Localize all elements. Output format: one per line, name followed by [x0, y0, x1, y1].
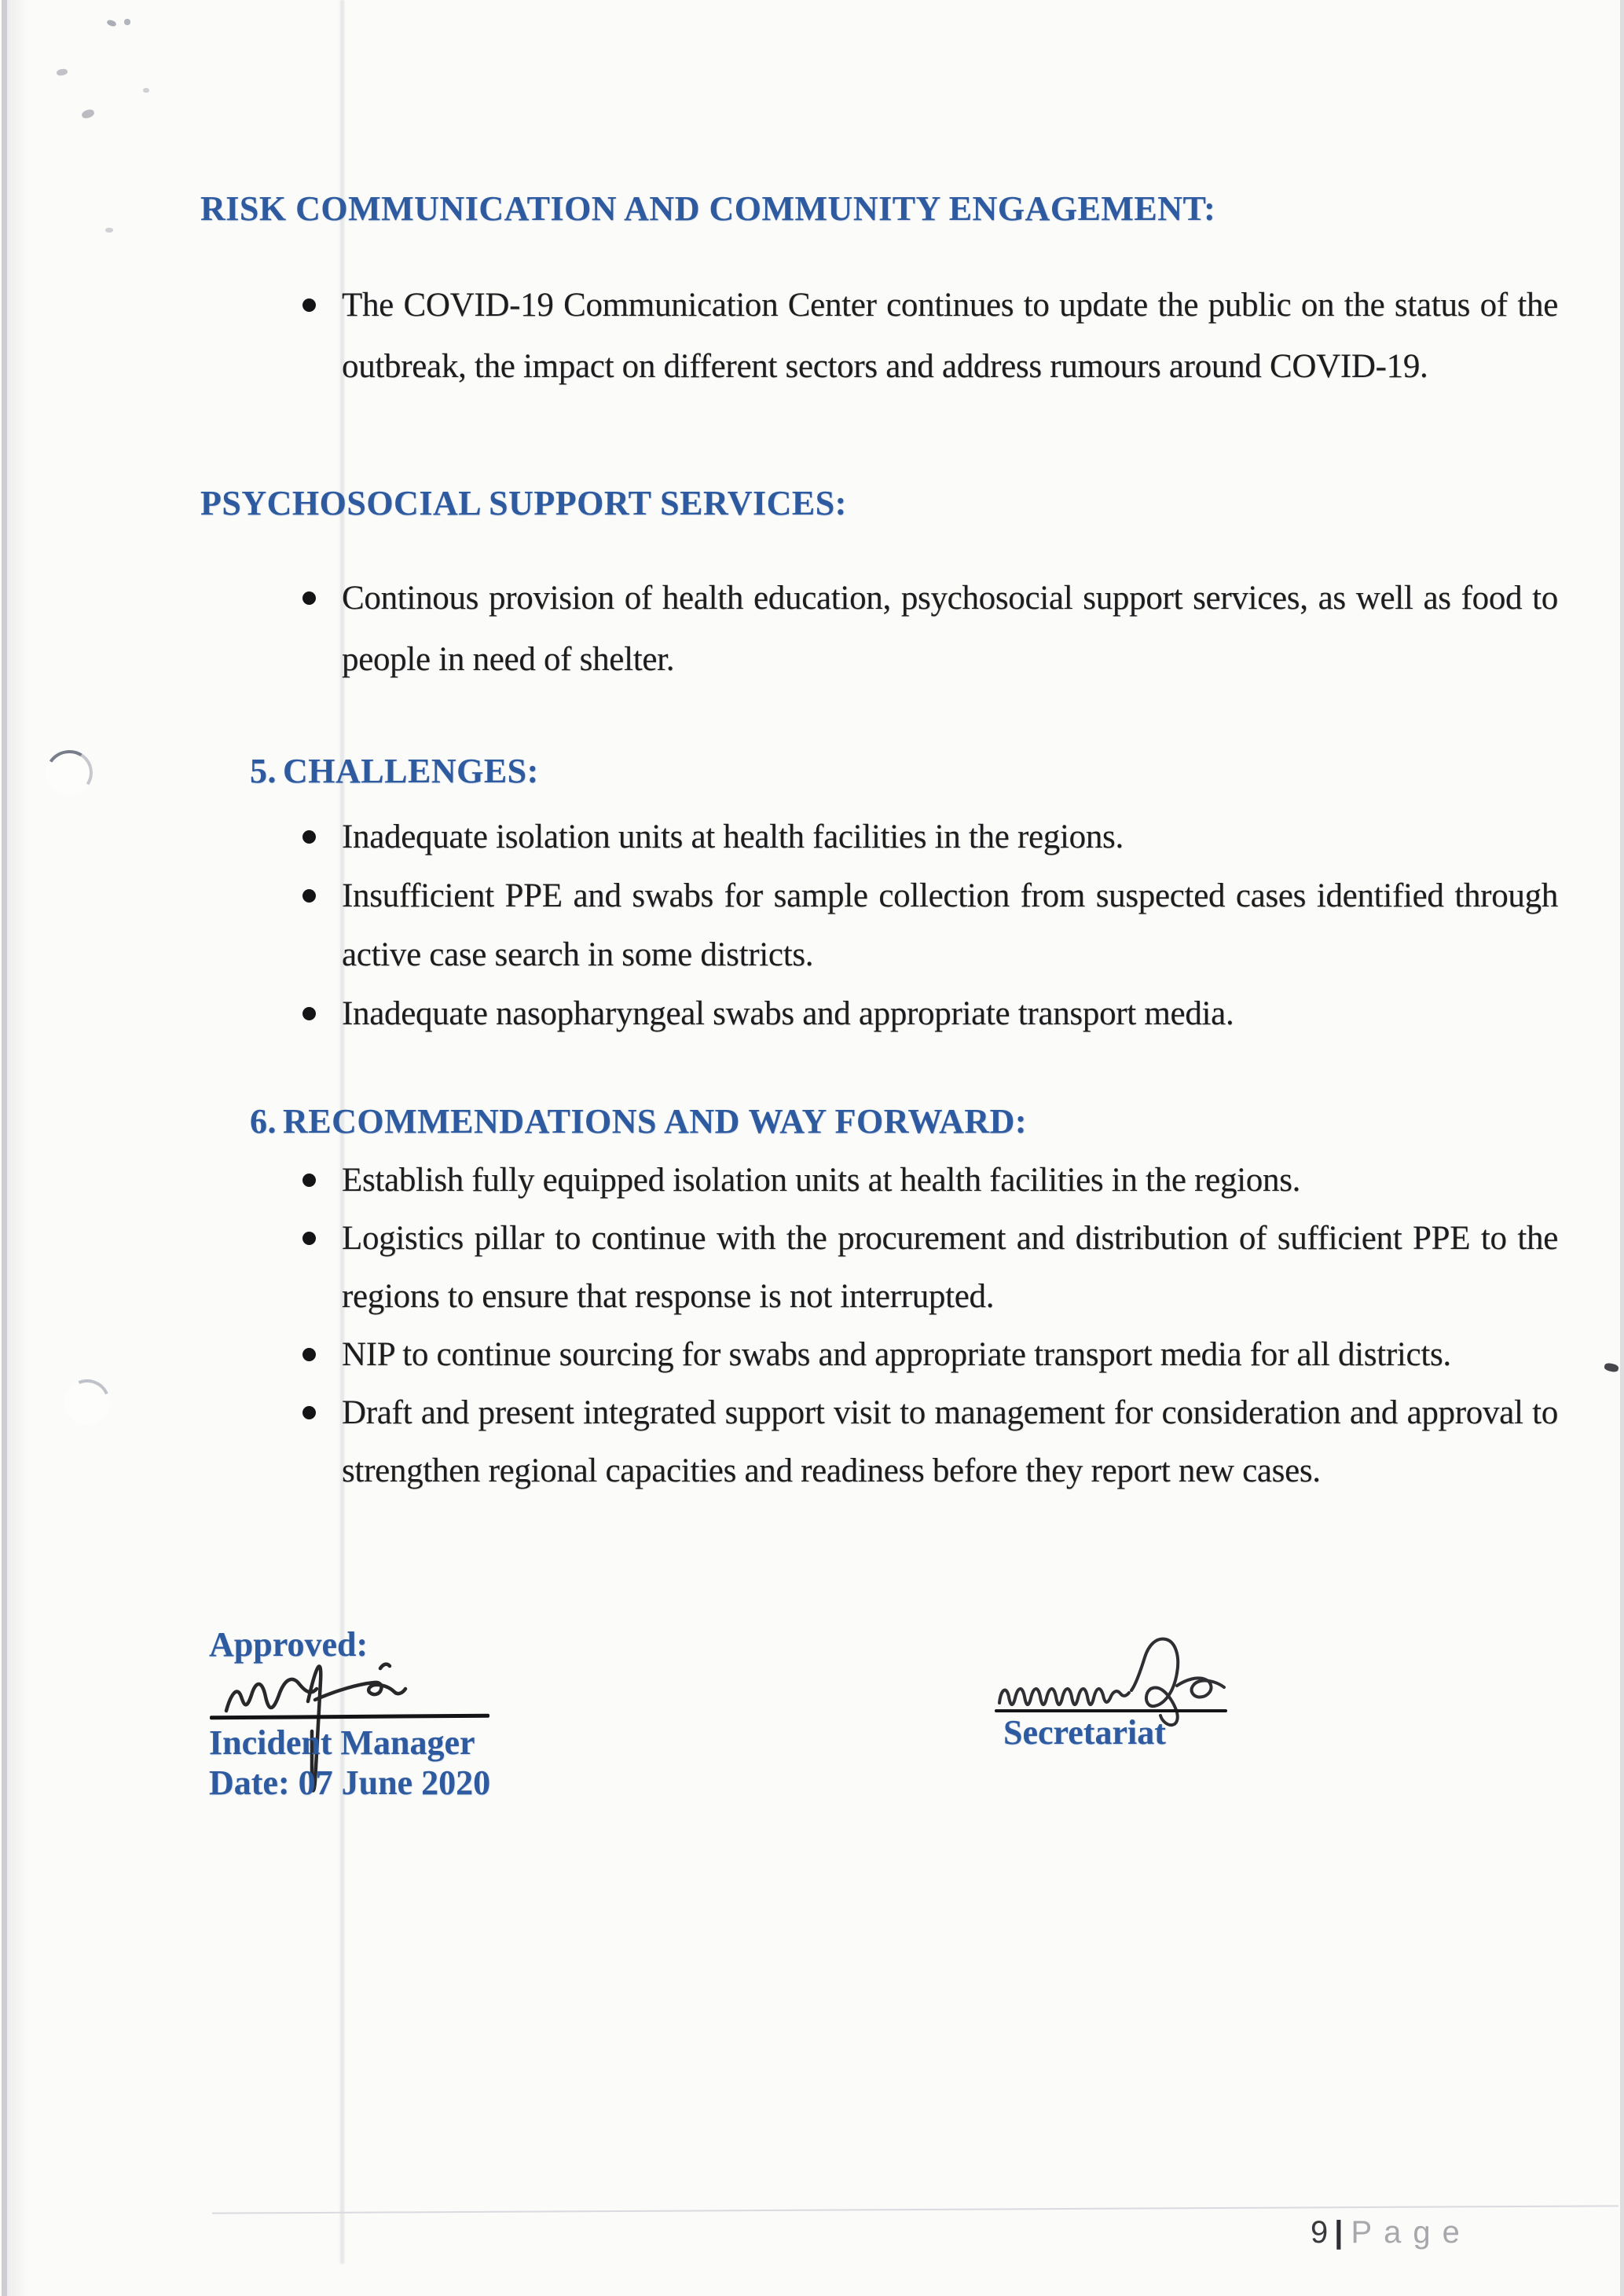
scan-mark — [1604, 1362, 1619, 1373]
section-heading-text: RECOMMENDATIONS AND WAY FORWARD: — [283, 1102, 1028, 1141]
bullet-text: Logistics pillar to continue with the procurement and distribution of sufficient PPE to the regions to ensure that response is not interrupted. — [342, 1220, 1558, 1315]
scan-speck — [106, 19, 117, 27]
bullet-text: Inadequate nasopharyngeal swabs and appropriate transport media. — [342, 995, 1234, 1032]
footer-rule — [212, 2205, 1619, 2214]
bullet-icon — [302, 1007, 316, 1020]
approval-date: Date: 07 June 2020 — [209, 1763, 491, 1802]
recommendations-list — [302, 1152, 1558, 1500]
list-item — [302, 1152, 1558, 1210]
bullet-icon — [302, 1406, 316, 1419]
bullet-icon — [302, 298, 316, 312]
list-item — [302, 984, 1558, 1043]
bullet-text: The COVID-19 Communication Center continues to update the public on the status of the outbreak, the impact on different sectors and address rumours around COVID-19. — [342, 287, 1558, 385]
bullet-icon — [302, 889, 316, 903]
punch-hole-artifact — [57, 1372, 117, 1432]
page-word: Page — [1351, 2215, 1472, 2250]
section-heading-text: CHALLENGES: — [283, 752, 539, 790]
bullet-text: Insufficient PPE and swabs for sample collection from suspected cases identified through active case search in some districts. — [342, 877, 1558, 973]
list-item — [302, 807, 1558, 866]
list-item — [302, 1210, 1558, 1326]
section-heading-psychosocial-support: PSYCHOSOCIAL SUPPORT SERVICES: — [200, 484, 847, 522]
approved-label: Approved: — [209, 1625, 368, 1664]
list-item — [302, 1384, 1558, 1500]
bullet-text: Draft and present integrated support visit to management for consideration and approval to strengthen regional capacities and readiness before they report new cases. — [342, 1394, 1558, 1489]
scan-speck — [81, 108, 95, 119]
page-left-edge-shadow — [7, 0, 29, 2296]
bullet-text: Inadequate isolation units at health facilities in the regions. — [342, 818, 1124, 855]
secretariat-title: Secretariat — [1003, 1713, 1166, 1752]
page-number: 9 — [1311, 2215, 1329, 2250]
bullet-text: Continous provision of health education, psychosocial support services, as well as food to people in need of shelter. — [342, 580, 1558, 678]
list-item — [302, 1326, 1558, 1384]
footer-divider: | — [1334, 2215, 1344, 2250]
bullet-icon — [302, 1174, 316, 1187]
section-number: 6. — [250, 1102, 277, 1141]
bullet-icon — [302, 1232, 316, 1245]
list-item — [302, 866, 1558, 984]
incident-manager-title: Incident Manager — [209, 1723, 475, 1762]
scan-speck — [143, 88, 149, 93]
risk-communication-list — [302, 275, 1558, 397]
scan-speck — [124, 19, 130, 25]
bullet-icon — [302, 830, 316, 844]
punch-hole-artifact — [42, 745, 97, 800]
page-left-edge — [2, 0, 7, 2296]
section-heading-recommendations — [250, 1103, 1027, 1141]
list-item — [302, 275, 1558, 397]
psychosocial-support-list — [302, 568, 1558, 690]
section-number: 5. — [250, 752, 277, 790]
page-right-edge — [1620, 0, 1624, 2296]
section-heading-challenges — [250, 753, 539, 790]
scan-speck — [105, 228, 113, 233]
bullet-text: Establish fully equipped isolation units at health facilities in the regions. — [342, 1162, 1301, 1199]
page-footer — [1311, 2217, 1472, 2248]
bullet-icon — [302, 1348, 316, 1361]
bullet-text: NIP to continue sourcing for swabs and appropriate transport media for all districts. — [342, 1336, 1451, 1373]
list-item — [302, 568, 1558, 690]
scan-speck — [56, 68, 68, 76]
bullet-icon — [302, 591, 316, 605]
secretariat-signature-line — [995, 1709, 1227, 1712]
section-heading-risk-communication: RISK COMMUNICATION AND COMMUNITY ENGAGEMENT: — [200, 189, 1216, 228]
challenges-list — [302, 807, 1558, 1043]
